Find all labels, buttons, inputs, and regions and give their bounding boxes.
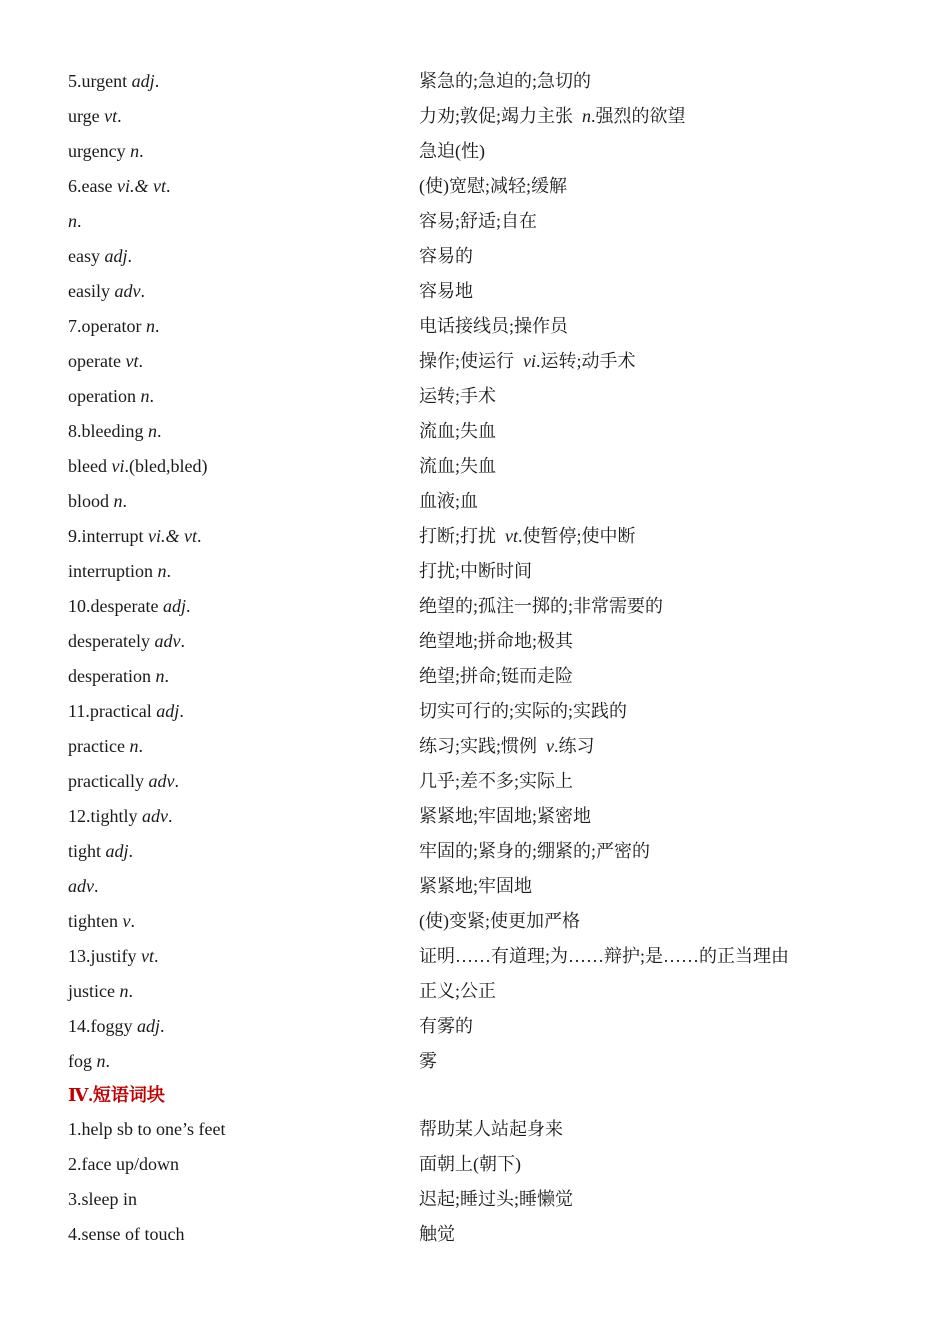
part-of-speech: n [68,210,77,231]
meaning-text: 练习;实践;惯例 [419,735,547,756]
meaning-text: (使)变紧;使更加严格 [419,910,580,931]
vocab-word: operation [68,385,141,406]
meaning-text: 绝望地;拼命地;极其 [419,630,574,651]
vocab-word: 9.interrupt [68,525,148,546]
meaning-text: 打断;打扰 [419,525,506,546]
part-of-speech: vt [104,105,118,126]
term-suffix: . [168,805,173,826]
vocab-row [68,448,888,483]
vocab-row [68,798,888,833]
vocab-term [68,735,419,757]
meaning-text: 证明……有道理;为……辩护;是……的正当理由 [419,945,790,966]
part-of-speech: vt [125,350,139,371]
part-of-speech: vi.& vt [116,175,166,196]
meaning-text: 容易;舒适;自在 [419,210,538,231]
vocab-meaning [419,770,573,792]
vocab-term [68,805,419,827]
vocab-meaning [419,1015,473,1037]
vocab-meaning [419,105,686,127]
vocab-meaning [419,525,636,547]
part-of-speech: adj [162,595,186,616]
vocab-term [68,175,419,197]
part-of-speech: n [96,1050,106,1071]
vocab-term [68,420,419,442]
vocab-row [68,868,888,903]
vocab-word: practically [68,770,149,791]
vocab-meaning [419,840,650,862]
meaning-text: 紧急的;急迫的;急切的 [419,70,592,91]
vocab-meaning [419,140,485,162]
term-suffix: . [164,665,169,686]
vocab-term [68,210,419,232]
vocab-term [68,700,419,722]
meaning-text: 运转;手术 [419,385,497,406]
term-suffix: . [140,280,145,301]
vocab-row [68,413,888,448]
part-of-speech: n [140,385,150,406]
vocab-meaning [419,385,496,407]
term-suffix: . [122,490,128,511]
vocab-term [68,455,419,477]
vocab-meaning [419,350,636,372]
phrase-english: 1.help sb to one’s feet [68,1118,226,1139]
vocab-meaning [419,280,473,302]
part-of-speech: v [122,910,131,931]
phrase-list [68,1111,888,1251]
vocab-word: 5.urgent [68,70,132,91]
vocab-meaning [419,805,591,827]
meaning-text: 电话接线员;操作员 [419,315,569,336]
vocab-word: 7.operator [68,315,146,336]
term-suffix: . [166,560,171,581]
meaning-text: 流血;失血 [419,420,497,441]
part-of-speech: n [119,980,129,1001]
phrase-english: 3.sleep in [68,1188,137,1209]
vocab-row [68,903,888,938]
vocab-row [68,763,888,798]
part-of-speech: vt [141,945,155,966]
term-suffix: . [185,595,191,616]
vocab-term [68,490,419,512]
term-suffix: . [94,875,99,896]
meaning-text: .练习 [554,735,595,756]
term-suffix: . [77,210,82,231]
vocab-row [68,518,888,553]
meaning-text: .使暂停;使中断 [518,525,636,546]
term-suffix: . [130,910,135,931]
meaning-text: 绝望的;孤注一掷的;非常需要的 [419,595,664,616]
term-suffix: . [154,315,160,336]
vocab-meaning [419,700,627,722]
meaning-text: 操作;使运行 [419,350,524,371]
vocab-meaning [419,980,496,1002]
vocab-word: practice [68,735,130,756]
vocab-row [68,588,888,623]
meaning-text: .强烈的欲望 [591,105,686,126]
part-of-speech: n [157,560,167,581]
vocab-word: 11.practical [68,700,157,721]
part-of-speech: n [113,490,123,511]
part-of-speech: vi [111,455,125,476]
vocab-term [68,280,419,302]
meaning-text: 切实可行的;实际的;实践的 [419,700,628,721]
vocab-term [68,665,419,687]
meaning-text: 血液;血 [419,490,479,511]
vocab-word: blood [68,490,114,511]
vocab-row [68,728,888,763]
meaning-text: 容易地 [419,280,473,301]
phrase-chinese: 触觉 [419,1223,455,1244]
part-of-speech: adj [105,840,129,861]
vocab-word: 14.foggy [68,1015,137,1036]
vocab-row [68,1043,888,1078]
vocab-word: urgency [68,140,131,161]
vocab-term [68,630,419,652]
vocab-meaning [419,910,580,932]
meaning-text: 急迫(性) [419,140,485,161]
vocab-term [68,140,419,162]
term-suffix: . [105,1050,110,1071]
vocab-meaning [419,490,478,512]
part-of-speech: n [145,315,155,336]
vocab-row [68,238,888,273]
term-suffix: . [154,945,159,966]
term-suffix: . [154,70,160,91]
vocab-word: 13.justify [68,945,142,966]
vocab-row [68,308,888,343]
part-of-speech: adv [154,630,181,651]
vocab-term [68,385,419,407]
meaning-text: 力劝;敦促;竭力主张 [419,105,583,126]
vocab-meaning [419,70,591,92]
vocab-meaning [419,210,537,232]
term-suffix: . [138,735,143,756]
vocab-word: desperately [68,630,155,651]
part-of-speech: n [129,735,139,756]
part-of-speech: adj [131,70,155,91]
vocab-word: tighten [68,910,123,931]
vocab-term [68,350,419,372]
vocab-row [68,938,888,973]
term-suffix: . [117,105,122,126]
term-suffix: . [127,245,132,266]
vocab-meaning [419,455,496,477]
meaning-text: 绝望;拼命;铤而走险 [419,665,574,686]
vocab-row [68,133,888,168]
vocab-term [68,840,419,862]
phrase-row [68,1181,888,1216]
vocab-word: justice [68,980,120,1001]
part-of-speech: adj [156,700,180,721]
vocab-word: urge [68,105,105,126]
vocab-word: interruption [68,560,158,581]
meaning-text: 容易的 [419,245,473,266]
term-suffix: . [160,1015,165,1036]
term-suffix: . [174,770,179,791]
part-of-speech: n [147,420,157,441]
part-of-speech: adj [104,245,128,266]
meaning-text: 有雾的 [419,1015,473,1036]
vocab-row [68,623,888,658]
meaning-text: 打扰;中断时间 [419,560,533,581]
meaning-text: 几乎;差不多;实际上 [419,770,574,791]
term-suffix: . [139,140,144,161]
meaning-pos: n [582,105,592,126]
phrase-row [68,1216,888,1251]
phrase-english: 2.face up/down [68,1153,179,1174]
vocab-word: bleed [68,455,112,476]
vocab-term [68,595,419,617]
vocab-term [68,105,419,127]
vocab-meaning [419,665,573,687]
vocab-word: 8.bleeding [68,420,148,441]
vocab-word: fog [68,1050,97,1071]
meaning-pos: v [546,735,555,756]
vocab-row [68,1008,888,1043]
term-suffix: . [149,385,154,406]
term-suffix: .(bled,bled) [124,455,208,476]
meaning-text: 流血;失血 [419,455,497,476]
phrase-chinese: 帮助某人站起身来 [419,1118,563,1139]
meaning-pos: vt [505,525,519,546]
vocab-row [68,833,888,868]
vocab-word: 6.ease [68,175,117,196]
vocab-term [68,1015,419,1037]
meaning-text: 牢固的;紧身的;绷紧的;严密的 [419,840,651,861]
vocab-term [68,525,419,547]
vocab-row [68,483,888,518]
part-of-speech: n [130,140,140,161]
vocab-term [68,245,419,267]
vocab-row [68,168,888,203]
meaning-text: 雾 [419,1050,437,1071]
meaning-pos: vi [523,350,537,371]
vocab-word: tight [68,840,106,861]
term-suffix: . [180,630,185,651]
part-of-speech: adv [114,280,141,301]
vocab-term [68,70,419,92]
vocab-term [68,910,419,932]
meaning-text: 紧紧地;牢固地;紧密地 [419,805,592,826]
part-of-speech: adv [142,805,169,826]
term-suffix: . [165,175,171,196]
vocab-term [68,980,419,1002]
vocab-meaning [419,595,663,617]
part-of-speech: vi.& vt [147,525,197,546]
vocab-meaning [419,245,473,267]
phrase-chinese: 迟起;睡过头;睡懒觉 [419,1188,574,1209]
vocabulary-list [68,63,888,1078]
section-heading: Ⅳ.短语词块 [68,1084,165,1105]
vocab-row [68,98,888,133]
vocab-meaning [419,315,568,337]
term-suffix: . [138,350,143,371]
term-suffix: . [156,420,162,441]
meaning-text: 紧紧地;牢固地 [419,875,533,896]
phrase-chinese: 面朝上(朝下) [419,1153,521,1174]
vocab-meaning [419,875,532,897]
vocab-word: easily [68,280,115,301]
vocab-row [68,63,888,98]
vocab-word: operate [68,350,126,371]
phrase-row [68,1111,888,1146]
vocab-meaning [419,420,496,442]
vocab-meaning [419,175,567,197]
term-suffix: . [179,700,184,721]
vocab-row [68,273,888,308]
vocab-row [68,693,888,728]
vocab-row [68,973,888,1008]
vocab-word: easy [68,245,105,266]
term-suffix: . [128,840,134,861]
vocab-meaning [419,945,789,967]
vocab-row [68,203,888,238]
phrase-row [68,1146,888,1181]
meaning-text: (使)宽慰;减轻;缓解 [419,175,567,196]
vocab-term [68,315,419,337]
phrase-english: 4.sense of touch [68,1223,185,1244]
vocab-word: desperation [68,665,156,686]
vocab-meaning [419,560,532,582]
vocab-term [68,560,419,582]
part-of-speech: adv [148,770,175,791]
vocab-row [68,378,888,413]
vocab-meaning [419,735,595,757]
vocab-word: 10.desperate [68,595,163,616]
term-suffix: . [196,525,202,546]
part-of-speech: adj [137,1015,161,1036]
vocab-row [68,343,888,378]
vocab-term [68,1050,419,1072]
part-of-speech: n [155,665,165,686]
meaning-text: 正义;公正 [419,980,497,1001]
part-of-speech: adv [68,875,94,896]
term-suffix: . [128,980,133,1001]
vocab-row [68,658,888,693]
vocab-term [68,945,419,967]
vocab-meaning [419,630,573,652]
vocab-word: 12.tightly [68,805,143,826]
vocab-row [68,553,888,588]
vocab-meaning [419,1050,437,1072]
vocab-term [68,770,419,792]
vocab-term [68,875,419,897]
meaning-text: .运转;动手术 [536,350,636,371]
